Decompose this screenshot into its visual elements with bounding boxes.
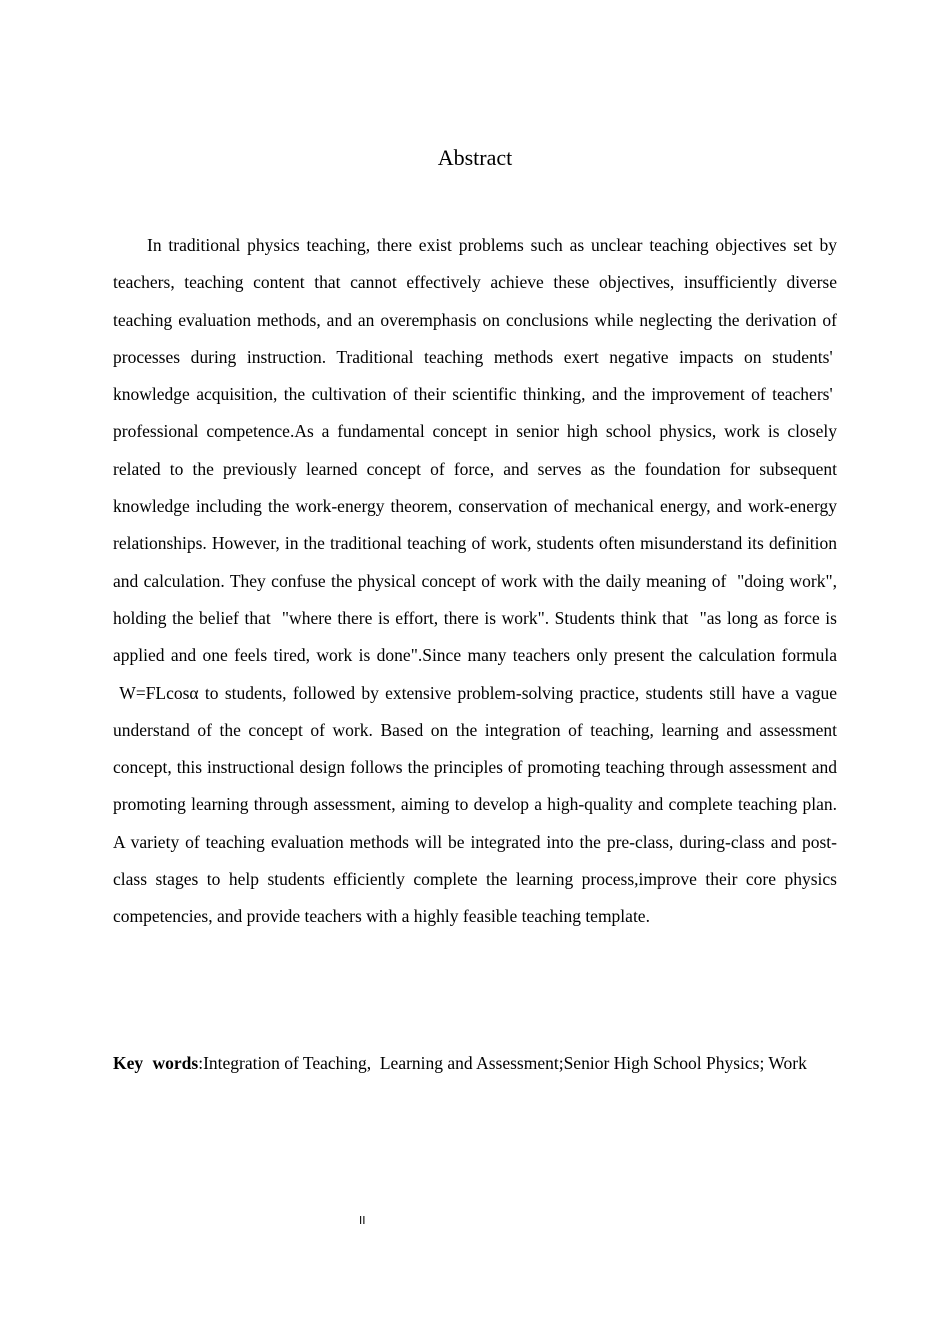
page-number: II bbox=[359, 1214, 366, 1227]
keywords-paragraph bbox=[113, 1045, 837, 1082]
abstract-body: In traditional physics teaching, there exist problems such as unclear teaching objectives set by teachers, teaching content that cannot effectively achieve these objectives, insufficiently diverse teaching evaluation methods, and an overemphasis on conclusions while neglecting the derivation of processes during instruction. Traditional teaching methods exert negative impacts on students' knowledge acquisition, the cultivation of their scientific thinking, and the improvement of teachers' professional competence.As a fundamental concept in senior high school physics, work is closely related to the previously learned concept of force, and serves as the foundation for subsequent knowledge including the work-energy theorem, conservation of mechanical energy, and work-energy relationships. However, in the traditional teaching of work, students often misunderstand its definition and calculation. They confuse the physical concept of work with the daily meaning of "doing work", holding the belief that "where there is effort, there is work". Students think that "as long as force is applied and one feels tired, work is done".Since many teachers only present the calculation formula W=FLcosα to students, followed by extensive problem-solving practice, students still have a vague understand of the concept of work. Based on the integration of teaching, learning and assessment concept, this instructional design follows the principles of promoting teaching through assessment and promoting learning through assessment, aiming to develop a high-quality and complete teaching plan. A variety of teaching evaluation methods will be integrated into the pre-class, during-class and post-class stages to help students efficiently complete the learning process,improve their core physics competencies, and provide teachers with a highly feasible teaching template. bbox=[113, 235, 837, 927]
keywords-text: :Integration of Teaching, Learning and Assessment;Senior High School Physics; Work bbox=[198, 1053, 807, 1073]
page-title: Abstract bbox=[437, 145, 513, 170]
keywords-label: Key words bbox=[113, 1053, 199, 1073]
